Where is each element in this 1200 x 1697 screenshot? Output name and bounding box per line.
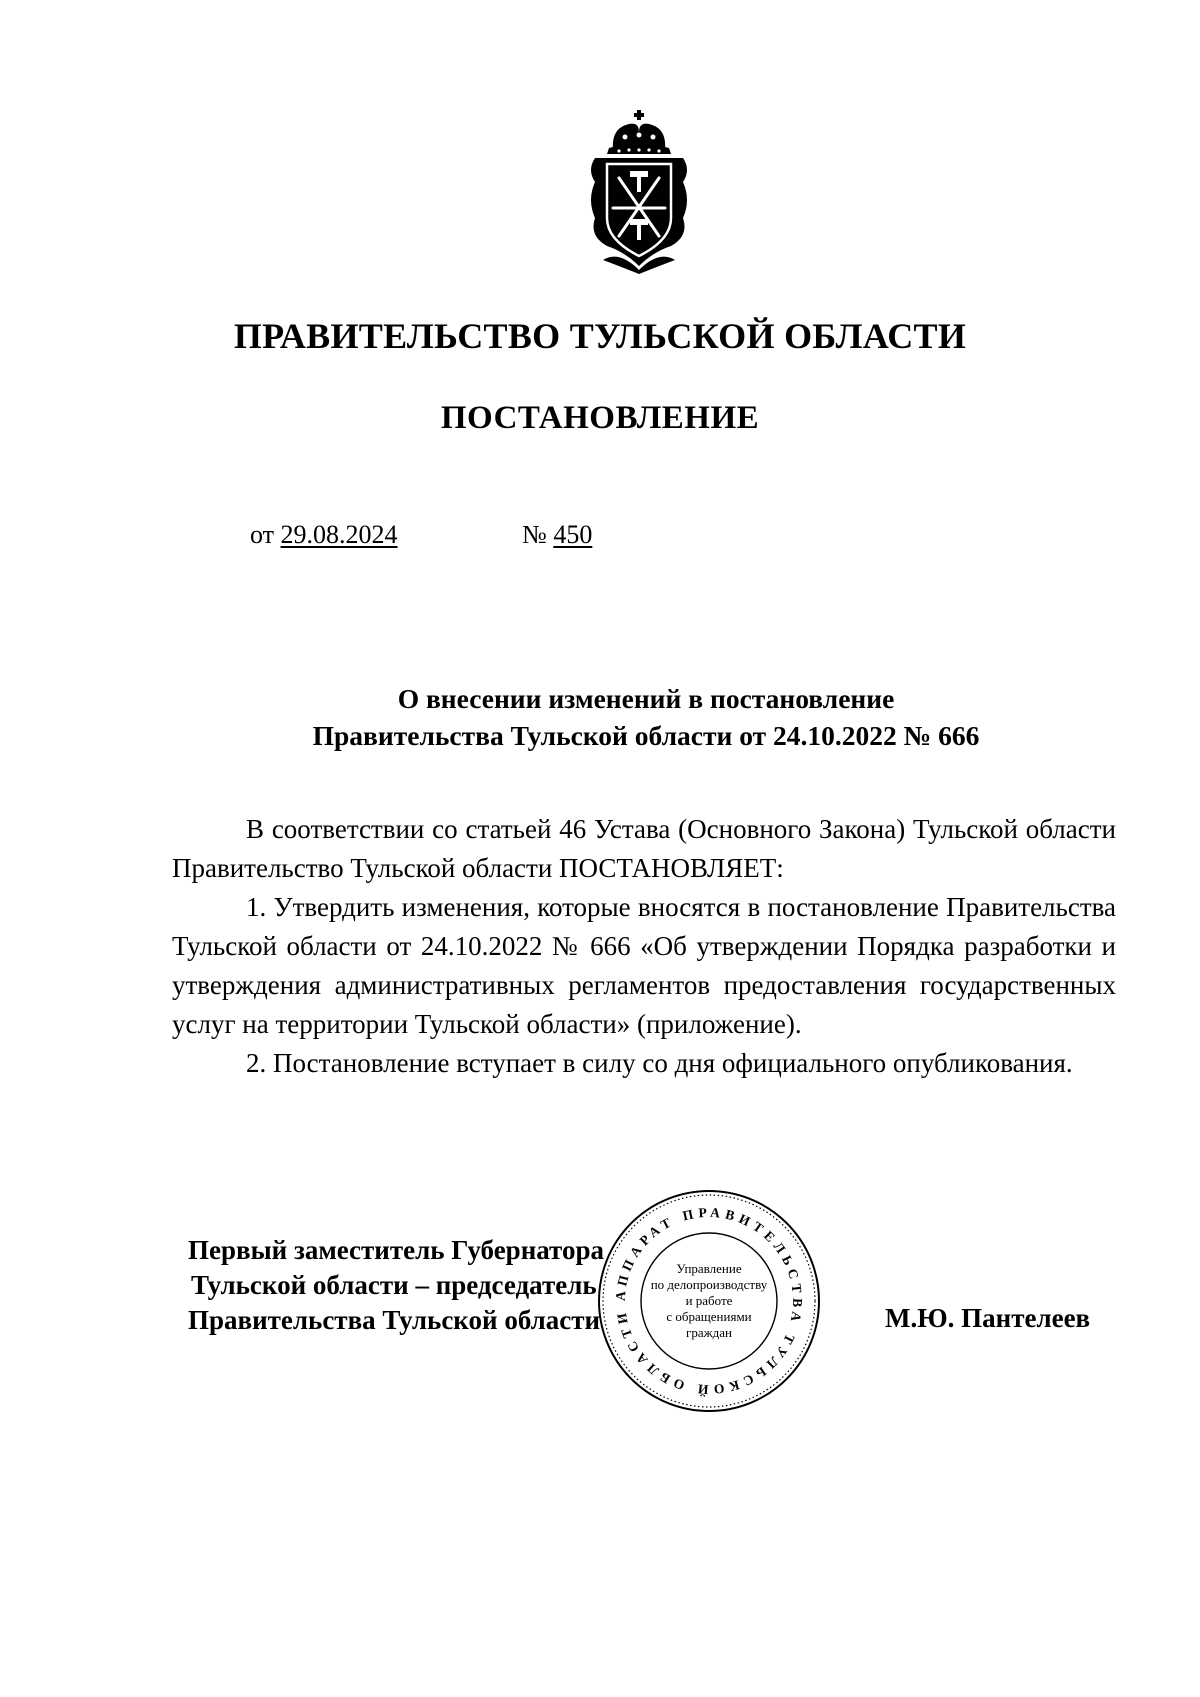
signatory-name: М.Ю. Пантелеев bbox=[885, 1303, 1091, 1333]
date-prefix: от bbox=[250, 520, 275, 549]
position-line-2: Тульской области – председатель bbox=[191, 1270, 597, 1300]
stamp-inner-line-3: и работе bbox=[685, 1293, 733, 1308]
number-value: 450 bbox=[553, 520, 593, 549]
subject-line-2: Правительства Тульской области от 24.10.2022 № 666 bbox=[312, 720, 980, 751]
preamble-paragraph: В соответствии со статьей 46 Устава (Основного Закона) Тульской области Правительство Тульской области ПОСТАНОВЛЯЕТ: bbox=[172, 814, 1116, 883]
position-line-1: Первый заместитель Губернатора bbox=[188, 1235, 604, 1265]
document-number bbox=[522, 520, 592, 550]
stamp-inner-line-4: с обращениями bbox=[666, 1309, 752, 1324]
subject-line-1: О внесении изменений в постановление bbox=[397, 683, 895, 714]
stamp-inner-line-5: граждан bbox=[686, 1325, 732, 1340]
signatory-position bbox=[188, 1233, 604, 1338]
document-subject bbox=[0, 680, 1200, 754]
number-prefix: № bbox=[522, 520, 547, 549]
position-line-3: Правительства Тульской области bbox=[188, 1305, 601, 1335]
stamp-inner-line-1: Управление bbox=[676, 1261, 742, 1276]
item-1-paragraph: 1. Утвердить изменения, которые вносятся в постановление Правительства Тульской области от 24.10.2022 № 666 «Об утверждении Порядка разработки и утверждения административных регламентов предоставления государственных услуг на территории Тульской области» (приложение). bbox=[172, 892, 1116, 1039]
organization-title: ПРАВИТЕЛЬСТВО ТУЛЬСКОЙ ОБЛАСТИ bbox=[233, 316, 967, 356]
official-stamp bbox=[595, 1187, 823, 1415]
document-body bbox=[172, 810, 1116, 1083]
stamp-outer-text: АППАРАТ ПРАВИТЕЛЬСТВА ТУЛЬСКОЙ ОБЛАСТИ bbox=[612, 1204, 806, 1398]
coat-of-arms-icon bbox=[585, 110, 715, 275]
document-date bbox=[250, 520, 398, 550]
item-2-paragraph: 2. Постановление вступает в силу со дня официального опубликования. bbox=[246, 1048, 1073, 1078]
stamp-inner-line-2: по делопроизводству bbox=[650, 1277, 768, 1292]
document-type-title: ПОСТАНОВЛЕНИЕ bbox=[440, 400, 760, 436]
date-value: 29.08.2024 bbox=[280, 520, 398, 549]
